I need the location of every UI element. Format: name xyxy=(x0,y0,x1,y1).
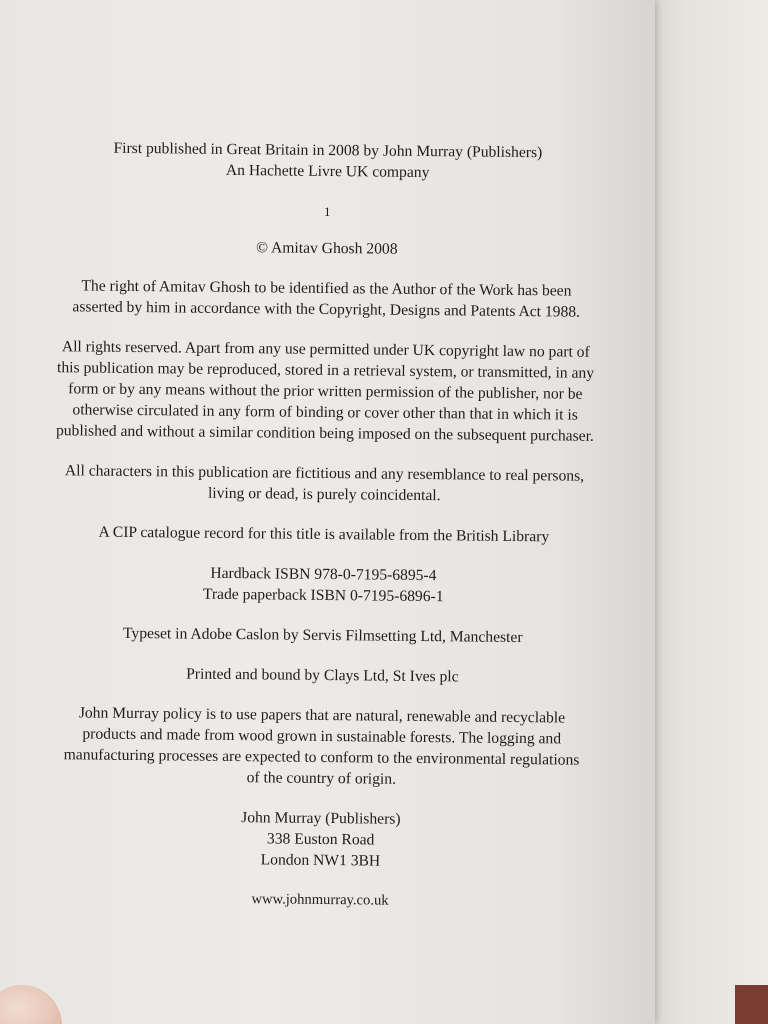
policy-line: manufacturing processes are expected to conform to the environmental regulations xyxy=(63,746,580,769)
rights-line: form or by any means without the prior written permission of the publisher, nor be xyxy=(68,380,583,403)
fiction-disclaimer xyxy=(14,460,634,508)
book-cover-edge xyxy=(735,985,768,1024)
printer-credit: Printed and bound by Clays Ltd, St Ives plc xyxy=(186,665,459,686)
policy-line: of the country of origin. xyxy=(246,769,397,788)
address-line: 338 Euston Road xyxy=(266,830,375,849)
address-line: John Murray (Publishers) xyxy=(241,809,401,828)
impression-number: 1 xyxy=(323,203,331,220)
disclaimer-line: All characters in this publication are fictitious and any resemblance to real persons, xyxy=(64,462,585,485)
policy-line: John Murray policy is to use papers that are natural, renewable and recyclable xyxy=(78,704,566,727)
policy-line: products and made from wood grown in sustainable forests. The logging and xyxy=(82,725,562,748)
background-surface xyxy=(650,0,768,1024)
publisher-company-line: An Hachette Livre UK company xyxy=(225,161,430,182)
copyright-notice: © Amitav Ghosh 2008 xyxy=(256,239,398,258)
publication-statement xyxy=(18,137,638,185)
publication-line: First published in Great Britain in 2008 by John Murray (Publishers) xyxy=(113,139,543,162)
imprint-text xyxy=(10,137,638,933)
isbn-hardback: Hardback ISBN 978-0-7195-6895-4 xyxy=(210,564,437,585)
paper-policy-statement xyxy=(11,702,632,792)
cip-record: A CIP catalogue record for this title is available from the British Library xyxy=(98,523,550,546)
rights-line: this publication may be reproduced, stored in a retrieval system, or transmitted, in any xyxy=(57,359,595,382)
isbn-block xyxy=(13,561,633,609)
moral-rights-line: asserted by him in accordance with the Copyright, Designs and Patents Act 1988. xyxy=(72,298,581,321)
rights-line: All rights reserved. Apart from any use permitted under UK copyright law no part of xyxy=(61,338,590,361)
rights-reserved-statement xyxy=(15,336,636,447)
publisher-address xyxy=(10,805,631,874)
moral-rights-statement xyxy=(16,275,636,323)
publisher-website: www.johnmurray.co.uk xyxy=(251,891,389,909)
moral-rights-line: The right of Amitav Ghosh to be identified as the Author of the Work has been xyxy=(81,277,572,300)
address-line: London NW1 3BH xyxy=(260,851,381,870)
typesetter-credit: Typeset in Adobe Caslon by Servis Filmsetting Ltd, Manchester xyxy=(122,624,523,647)
rights-line: published and without a similar condition being imposed on the subsequent purchaser. xyxy=(55,422,594,445)
isbn-paperback: Trade paperback ISBN 0-7195-6896-1 xyxy=(202,585,444,606)
rights-line: otherwise circulated in any form of binding or cover other than that in which it is xyxy=(72,401,578,424)
disclaimer-line: living or dead, is purely coincidental. xyxy=(207,484,441,505)
